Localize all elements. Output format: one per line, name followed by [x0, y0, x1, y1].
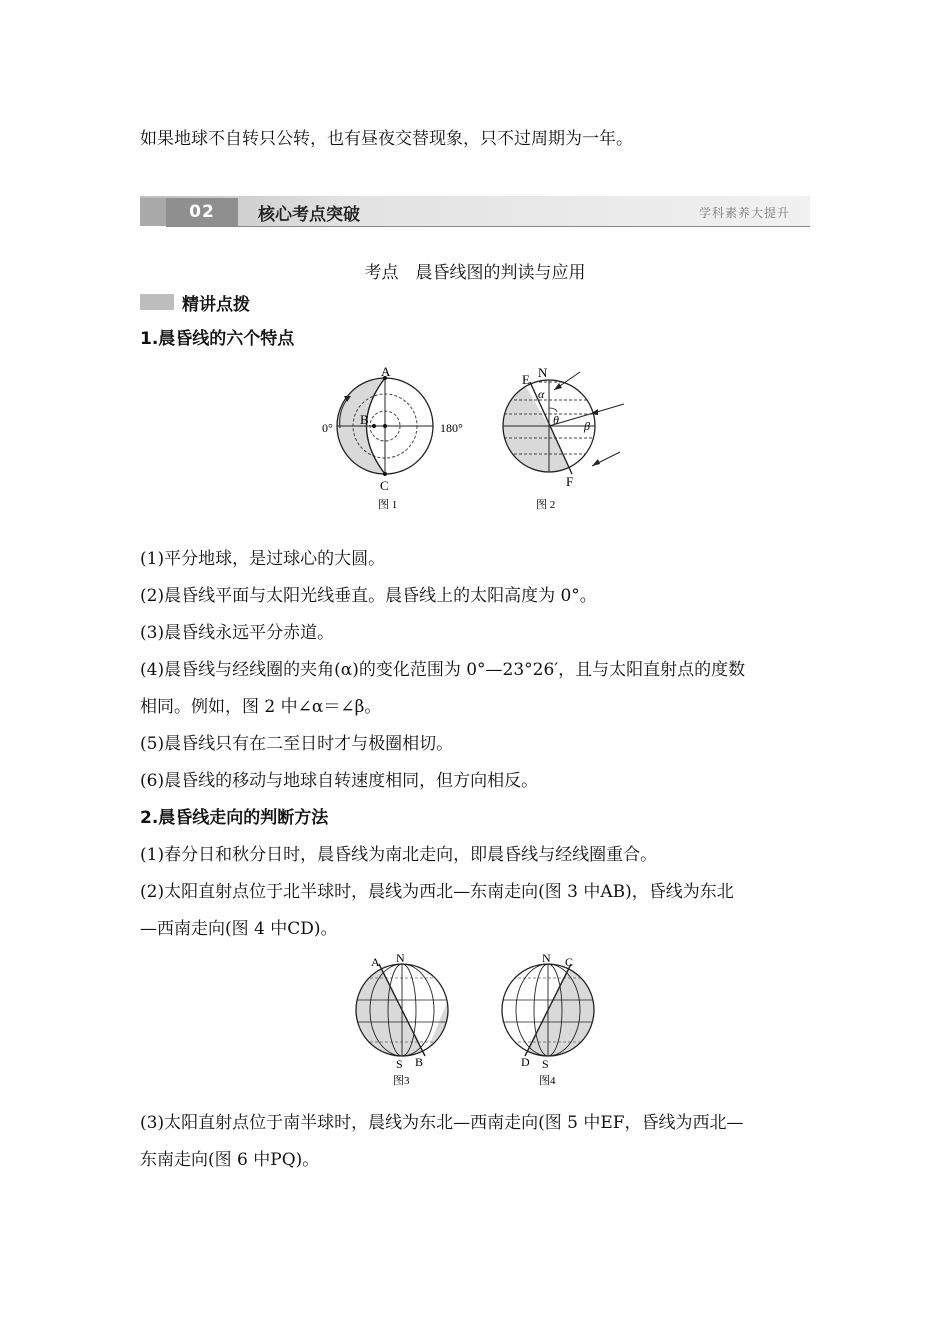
label-a: A	[371, 955, 380, 969]
section-banner	[140, 196, 810, 228]
label-c: C	[380, 478, 389, 493]
label-s: S	[396, 1057, 403, 1071]
subheading-text: 精讲点拨	[182, 295, 250, 315]
banner-title: 核心考点突破	[258, 205, 360, 225]
section2-heading: 2.晨昏线走向的判断方法	[140, 808, 329, 828]
label-180deg: 180°	[440, 421, 463, 435]
intro-line: 如果地球不自转只公转，也有昼夜交替现象，只不过周期为一年。	[140, 129, 633, 149]
method-item-3: (3)太阳直射点位于南半球时，晨线为东北—西南走向(图 5 中EF，昏线为西北—	[140, 1113, 744, 1133]
topic-title: 考点 晨昏线图的判读与应用	[364, 263, 586, 283]
label-beta: β	[584, 419, 590, 433]
feature-item-5: (5)晨昏线只有在二至日时才与极圈相切。	[140, 734, 454, 754]
label-f: F	[566, 474, 574, 489]
section1-heading: 1.晨昏线的六个特点	[140, 329, 295, 349]
figure-4-caption: 图4	[539, 1075, 556, 1087]
label-n: N	[538, 365, 548, 380]
banner-lead-block	[140, 198, 166, 226]
feature-item-3: (3)晨昏线永远平分赤道。	[140, 623, 335, 643]
figure-3	[345, 950, 460, 1090]
banner-underline	[166, 226, 810, 227]
feature-item-6: (6)晨昏线的移动与地球自转速度相同，但方向相反。	[140, 771, 539, 791]
label-c: C	[565, 955, 574, 969]
feature-item-4: (4)晨昏线与经线圈的夹角(α)的变化范围为 0°—23°26′，且与太阳直射点的度数	[140, 660, 746, 680]
method-item-2-cont: —西南走向(图 4 中CD)。	[140, 919, 338, 939]
feature-item-4-cont: 相同。例如，图 2 中∠α＝∠β。	[140, 697, 382, 717]
method-item-3-cont: 东南走向(图 6 中PQ)。	[140, 1150, 320, 1170]
feature-item-2: (2)晨昏线平面与太阳光线垂直。晨昏线上的太阳高度为 0°。	[140, 586, 597, 606]
label-b: B	[415, 1055, 424, 1069]
label-n: N	[542, 951, 551, 965]
label-b: B	[360, 412, 369, 427]
label-s: S	[542, 1057, 549, 1071]
label-alpha: α	[538, 387, 545, 401]
label-0deg: 0°	[322, 421, 333, 435]
banner-subtitle: 学科素养大提升	[698, 206, 790, 220]
figure-1	[318, 366, 478, 516]
method-item-2: (2)太阳直射点位于北半球时，晨线为西北—东南走向(图 3 中AB)，昏线为东北	[140, 882, 734, 902]
figure-1-caption: 图 1	[378, 499, 398, 511]
banner-number: 02	[166, 198, 238, 226]
figure-4	[493, 950, 608, 1090]
label-a: A	[381, 366, 391, 379]
subheading-bar	[140, 294, 174, 310]
method-item-1: (1)春分日和秋分日时，晨昏线为南北走向，即晨昏线与经线圈重合。	[140, 845, 658, 865]
figure-2-caption: 图 2	[536, 499, 556, 511]
label-d: D	[521, 1055, 530, 1069]
label-e: E	[522, 372, 530, 387]
label-n: N	[396, 951, 405, 965]
label-theta: θ	[553, 413, 559, 427]
figure-2	[494, 362, 634, 518]
figure-3-caption: 图3	[393, 1075, 410, 1087]
feature-item-1: (1)平分地球，是过球心的大圆。	[140, 549, 386, 569]
